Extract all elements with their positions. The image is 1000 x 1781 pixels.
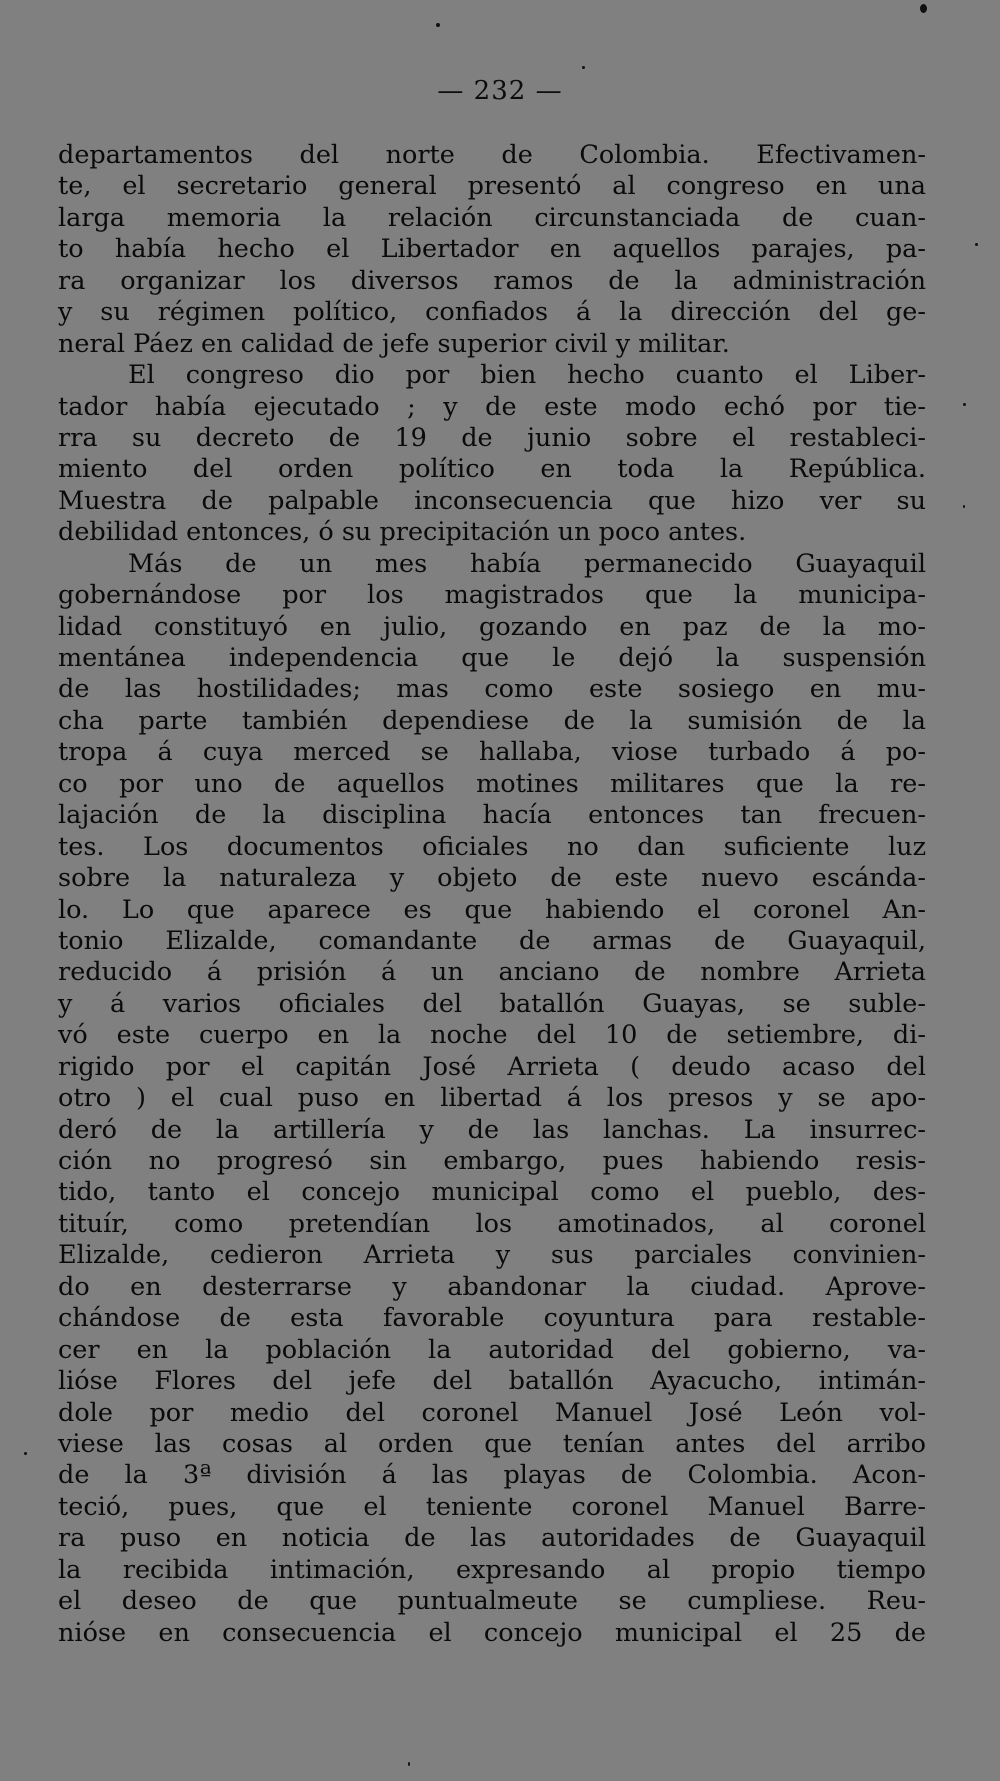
text-line: cha parte también dependiese de la sumisión de la [58,705,926,736]
text-line: vó este cuerpo en la noche del 10 de setiembre, di- [58,1020,926,1051]
text-line: lajación de la disciplina hacía entonces tan frecuen- [58,800,926,831]
text-line: otro ) el cual puso en libertad á los presos y se apo- [58,1083,926,1114]
text-line: ra organizar los diversos ramos de la administración [58,265,926,296]
scan-speck [436,23,440,27]
text-line: nióse en consecuencia el concejo municipal el 25 de [58,1617,926,1648]
scan-speck [24,1452,27,1455]
text-line: miento del orden político en toda la República. [58,454,926,485]
text-line: rigido por el capitán José Arrieta ( deudo acaso del [58,1051,926,1082]
text-line: tituír, como pretendían los amotinados, al coronel [58,1208,926,1239]
text-line: Muestra de palpable inconsecuencia que hizo ver su [58,485,926,516]
text-line: reducido á prisión á un anciano de nombre Arrieta [58,957,926,988]
scan-speck [963,403,966,406]
text-line: departamentos del norte de Colombia. Efectivamen- [58,140,926,170]
text-line: rra su decreto de 19 de junio sobre el restableci- [58,422,926,453]
scan-speck [963,505,965,508]
scan-speck [975,243,978,246]
text-line: debilidad entonces, ó su precipitación un poco antes. [58,517,747,548]
text-line: mentánea independencia que le dejó la suspensión [58,643,926,673]
text-line: ción no progresó sin embargo, pues habiendo resis- [58,1146,926,1176]
text-line: el deseo de que puntualmeute se cumpliese. Reu- [58,1586,926,1617]
text-line: ra puso en noticia de las autoridades de Guayaquil [58,1523,926,1554]
text-line: tonio Elizalde, comandante de armas de Guayaquil, [58,925,926,956]
text-line: gobernándose por los magistrados que la municipa- [58,580,926,611]
text-line: deró de la artillería y de las lanchas. La insurrec- [58,1114,926,1145]
text-line: lióse Flores del jefe del batallón Ayacucho, intimán- [58,1366,926,1397]
text-line: Más de un mes había permanecido Guayaquil [128,548,926,579]
text-line: co por uno de aquellos motines militares que la re- [58,768,926,799]
text-line: la recibida intimación, expresando al propio tiempo [58,1554,926,1585]
text-line: tador había ejecutado ; y de este modo echó por tie- [58,391,926,422]
text-line: chándose de esta favorable coyuntura para restable- [58,1303,926,1334]
body-text [58,140,926,1649]
text-line: viese las cosas al orden que tenían antes del arribo [58,1428,926,1459]
scan-speck [920,4,927,13]
text-line: te, el secretario general presentó al congreso en una [58,171,926,202]
text-line: Elizalde, cedieron Arrieta y sus parciales convinien- [58,1240,926,1271]
text-line: lo. Lo que aparece es que habiendo el coronel An- [58,894,926,925]
text-line: lidad constituyó en julio, gozando en paz de la mo- [58,611,926,642]
text-line: teció, pues, que el teniente coronel Manuel Barre- [58,1491,926,1522]
text-line: El congreso dio por bien hecho cuanto el Liber- [128,360,926,391]
text-line: to había hecho el Libertador en aquellos parajes, pa- [58,234,926,265]
text-line: dole por medio del coronel Manuel José León vol- [58,1397,926,1428]
text-line: tropa á cuya merced se hallaba, viose turbado á po- [58,737,926,768]
text-line: de la 3ª división á las playas de Colombia. Acon- [58,1460,926,1491]
text-line: larga memoria la relación circunstanciada de cuan- [58,202,926,233]
page-number: — 232 — [437,76,563,106]
text-line: tes. Los documentos oficiales no dan suficiente luz [58,831,926,862]
scan-speck [408,1762,410,1766]
text-line: y su régimen político, confiados á la dirección del ge- [58,297,926,328]
text-line: y á varios oficiales del batallón Guayas, se suble- [58,988,926,1019]
scan-speck [582,66,585,69]
text-line: neral Páez en calidad de jefe superior civil y militar. [58,328,730,359]
text-line: de las hostilidades; mas como este sosiego en mu- [58,674,926,705]
text-line: cer en la población la autoridad del gobierno, va- [58,1334,926,1365]
text-line: sobre la naturaleza y objeto de este nuevo escánda- [58,863,926,894]
text-line: do en desterrarse y abandonar la ciudad. Aprove- [58,1271,926,1302]
text-line: tido, tanto el concejo municipal como el pueblo, des- [58,1177,926,1208]
